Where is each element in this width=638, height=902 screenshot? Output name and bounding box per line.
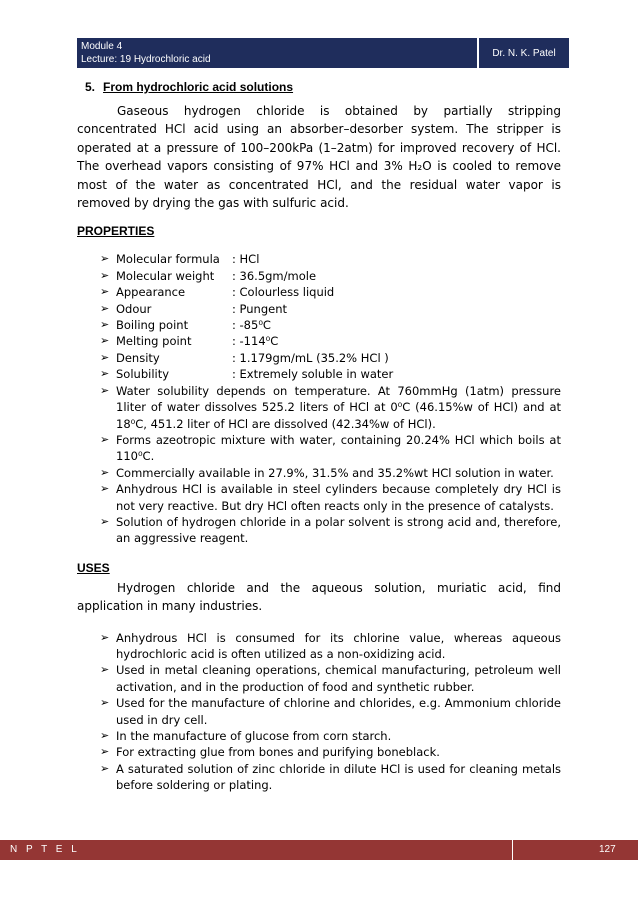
section-title-text: From hydrochloric acid solutions [103,80,294,94]
arrow-bullet-icon: ➢ [100,696,110,710]
header-author-box [479,38,569,68]
property-item [100,301,561,317]
arrow-bullet-icon: ➢ [100,367,110,381]
arrow-bullet-icon: ➢ [100,745,110,759]
property-label: Molecular formula [116,252,220,267]
uses-intro: Hydrogen chloride and the aqueous solution, muriatic acid, find application in many industries. [77,580,561,614]
property-note-text: Forms azeotropic mixture with water, containing 20.24% HCl which boils at 110⁰C. [116,432,561,464]
arrow-bullet-icon: ➢ [100,383,110,397]
use-item-text: Used for the manufacture of chlorine and chlorides, e.g. Ammonium chloride used in dry cell. [116,696,561,727]
property-item [100,333,561,349]
property-note-text: Commercially available in 27.9%, 31.5% and 35.2%wt HCl solution in water. [116,465,554,480]
property-value: : 36.5gm/mole [232,268,317,283]
page-content [77,80,561,794]
use-item-text: In the manufacture of glucose from corn starch. [116,729,392,743]
arrow-bullet-icon: ➢ [100,482,110,496]
arrow-bullet-icon: ➢ [100,663,110,677]
property-note [100,383,561,432]
use-item-text: A saturated solution of zinc chloride in dilute HCl is used for cleaning metals before soldering or plating. [116,761,561,793]
arrow-bullet-icon: ➢ [100,761,110,775]
property-value: : Extremely soluble in water [232,367,394,382]
property-value: : HCl [232,252,260,267]
use-item [100,761,561,794]
arrow-bullet-icon: ➢ [100,729,110,742]
property-item [100,366,561,382]
property-note-text: Anhydrous HCl is available in steel cylinders because completely dry HCl is not very reactive. But dry HCl often reacts only in the presence of catalysts. [116,482,561,513]
property-note-text: Solution of hydrogen chloride in a polar solvent is strong acid and, therefore, an aggressive reagent. [116,514,561,546]
header-author: Dr. N. K. Patel [492,47,556,59]
use-item [100,728,561,744]
properties-list [100,251,561,546]
arrow-bullet-icon: ➢ [100,252,110,266]
property-value: : Colourless liquid [232,285,335,300]
section-number: 5. [85,80,96,94]
property-label: Density [116,350,160,365]
property-item [100,284,561,300]
arrow-bullet-icon: ➢ [100,630,110,644]
properties-heading: PROPERTIES [77,224,155,239]
use-item [100,662,561,695]
arrow-bullet-icon: ➢ [100,285,110,299]
footer-nptel: N P T E L [10,844,80,855]
header-lecture: Lecture: 19 Hydrochloric acid [81,54,211,65]
property-label: Molecular weight [116,268,215,283]
footer-divider [512,840,513,860]
property-value: : 1.179gm/mL (35.2% HCl ) [232,350,389,365]
page-number: 127 [599,844,616,855]
arrow-bullet-icon: ➢ [100,465,110,479]
property-label: Appearance [116,285,186,300]
use-item [100,695,561,728]
property-note [100,514,561,547]
arrow-bullet-icon: ➢ [100,432,110,446]
property-note [100,481,561,514]
use-item-text: Used in metal cleaning operations, chemical manufacturing, petroleum well activation, and in the production of food and synthetic rubber. [116,663,561,694]
section-title [85,80,561,94]
property-label: Boiling point [116,318,189,333]
use-item [100,744,561,760]
property-value: : -114⁰C [232,334,279,349]
arrow-bullet-icon: ➢ [100,268,110,282]
arrow-bullet-icon: ➢ [100,318,110,332]
property-item [100,350,561,366]
arrow-bullet-icon: ➢ [100,334,110,348]
property-value: : -85⁰C [232,318,271,333]
property-label: Solubility [116,367,170,382]
section-paragraph: Gaseous hydrogen chloride is obtained by partially stripping concentrated HCl acid using an absorber–desorber system. The stripper is operated at a pressure of 100–200kPa (1–2atm) for improved recovery of HCl. The overhead vapors consisting of 97% HCl and 3% H₂O is cooled to remove most of the water as concentrated HCl, and the residual water vapor is removed by drying the gas with sulfuric acid. [77,104,561,211]
use-item-text: For extracting glue from bones and purifying boneblack. [116,745,440,760]
property-label: Odour [116,301,152,316]
property-item [100,317,561,333]
use-item [100,630,561,663]
header-module: Module 4 [81,41,123,52]
footer-bar [0,840,638,860]
arrow-bullet-icon: ➢ [100,301,110,315]
header-module-box [77,38,477,68]
property-note [100,432,561,465]
use-item-text: Anhydrous HCl is consumed for its chlorine value, whereas aqueous hydrochloric acid is often utilized as a non-oxidizing acid. [116,630,561,661]
property-note-text: Water solubility depends on temperature. At 760mmHg (1atm) pressure 1liter of water dissolves 525.2 liters of HCl at 0⁰C (46.15%w of HCl) and at 18⁰C, 451.2 liter of HCl are dissolved (42.34%w of HCl). [116,383,561,431]
property-value: : Pungent [232,301,288,316]
property-note [100,465,561,481]
property-item [100,268,561,284]
property-label: Melting point [116,334,192,349]
arrow-bullet-icon: ➢ [100,350,110,364]
arrow-bullet-icon: ➢ [100,514,110,528]
uses-heading: USES [77,560,110,575]
property-item [100,251,561,267]
uses-list [100,630,561,794]
